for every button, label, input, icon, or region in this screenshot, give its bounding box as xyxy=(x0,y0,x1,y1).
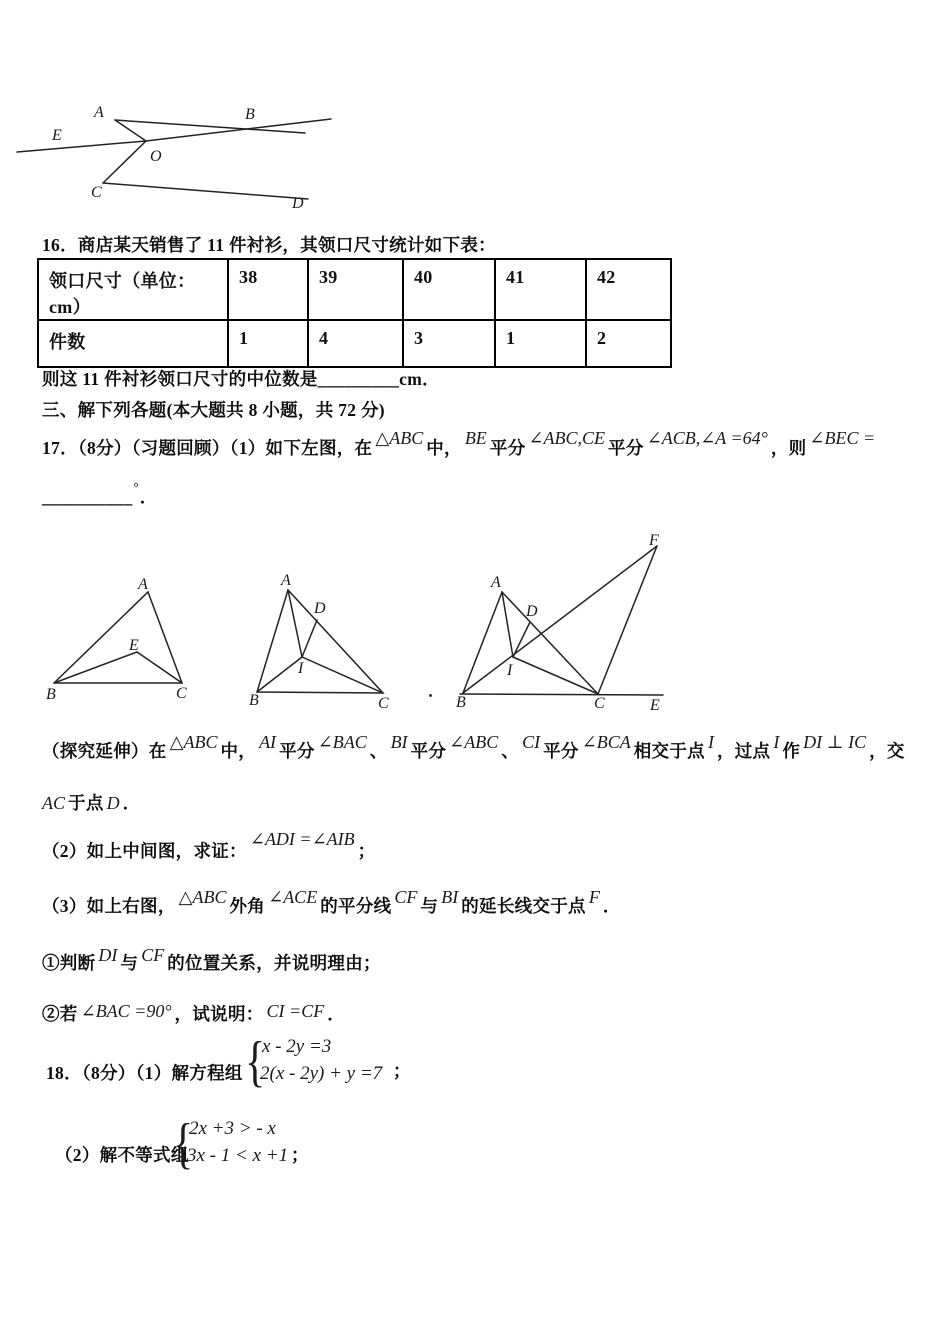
math-segment: ∠ABC,CE xyxy=(528,428,606,448)
cn-segment: 17．（8分）（习题回顾）（1）如下左图，在 xyxy=(42,438,373,458)
cn-segment: ②若 xyxy=(42,1004,78,1024)
cn-segment: 与 xyxy=(420,896,439,916)
cn-segment: （3）如上右图， xyxy=(42,896,176,916)
q17-explore-line2 xyxy=(42,792,140,816)
cn-segment: ． xyxy=(602,896,621,916)
inequality: 2x +3 > - x xyxy=(189,1118,276,1139)
cn-segment: ，则 xyxy=(770,438,807,458)
math-segment: DI ⊥ IC xyxy=(803,732,867,752)
system-brace: { xyxy=(173,1113,194,1175)
table-cell: 38 xyxy=(228,259,308,320)
cn-segment: 外角 xyxy=(229,896,266,916)
cn-segment: ，过点 xyxy=(716,741,771,761)
vertex-label-C: C xyxy=(378,695,389,712)
cn-segment: ①判断 xyxy=(42,953,96,973)
vertex-label-D: D xyxy=(292,195,304,212)
vertex-label-C: C xyxy=(594,695,605,712)
math-segment: △ABC xyxy=(375,428,424,448)
cn-segment: 、 xyxy=(501,741,520,761)
table-cell: 42 xyxy=(586,259,671,320)
table-cell: 41 xyxy=(495,259,586,320)
cn-segment: ，试说明： xyxy=(174,1004,264,1024)
math-segment: ∠BAC =90° xyxy=(80,1001,172,1021)
table-cell: 40 xyxy=(403,259,495,320)
inequality: 3x - 1 < x +1 xyxy=(187,1145,289,1166)
q16-median-line xyxy=(42,368,440,392)
q17-figure-left xyxy=(30,568,200,716)
math-segment: ∠ABC xyxy=(449,732,499,752)
cn-segment: 作 xyxy=(782,741,801,761)
cn-segment: 、 xyxy=(369,741,388,761)
math-segment: DI xyxy=(98,945,118,965)
math-segment: BE xyxy=(464,428,487,448)
section3-heading xyxy=(42,399,385,423)
cn-segment: 中， xyxy=(220,741,257,761)
math-segment: △ABC xyxy=(169,732,218,752)
math-segment: CI xyxy=(522,732,541,752)
q18-part1-line xyxy=(46,1031,566,1098)
vertex-label-D: D xyxy=(526,603,538,620)
vertex-label-I: I xyxy=(298,660,304,677)
math-segment: △ABC xyxy=(178,887,227,907)
q16-prompt xyxy=(42,234,496,258)
blank-underline: __________ xyxy=(42,487,133,507)
table-cell: 39 xyxy=(308,259,403,320)
q17-part2-line xyxy=(42,829,376,864)
math-segment: D xyxy=(106,793,120,813)
cn-segment: 平分 xyxy=(608,438,644,458)
cn-segment: ． xyxy=(327,1004,346,1024)
q17-sub2-line xyxy=(42,1003,345,1027)
q17-answer-blank xyxy=(42,479,158,510)
cn-segment: ； xyxy=(393,1061,411,1081)
vertex-label-O: O xyxy=(150,148,162,165)
vertex-label-A: A xyxy=(281,572,291,589)
q17-figure-right xyxy=(450,528,678,720)
figure-lines xyxy=(54,592,182,683)
vertex-label-C: C xyxy=(176,685,187,702)
math-segment: CF xyxy=(141,945,165,965)
cn-segment: （2）如上中间图，求证： xyxy=(42,841,247,861)
equation: 2(x - 2y) + y =7 xyxy=(260,1063,383,1084)
math-segment: ∠ACB,∠A =64° xyxy=(646,428,768,448)
cn-segment: ； xyxy=(291,1145,309,1165)
table-row xyxy=(38,320,671,367)
table-cell: 4 xyxy=(308,320,403,367)
cn-segment: ． xyxy=(122,793,141,813)
vertex-label-A: A xyxy=(94,104,104,121)
table-cell: 3 xyxy=(403,320,495,367)
math-segment: AC xyxy=(42,793,66,813)
cn-segment: 相交于点 xyxy=(633,741,705,761)
vertex-label-E: E xyxy=(52,127,62,144)
vertex-label-E: E xyxy=(129,637,139,654)
vertex-label-D: D xyxy=(314,600,326,617)
table-cell: 2 xyxy=(586,320,671,367)
cn-segment: 的平分线 xyxy=(320,896,392,916)
vertex-label-B: B xyxy=(249,692,259,709)
cn-segment: 平分 xyxy=(489,438,526,458)
vertex-label-B: B xyxy=(245,106,255,123)
vertex-label-I: I xyxy=(507,662,513,679)
math-segment: ∠BEC = xyxy=(809,428,876,448)
cn-segment: 16．商店某天销售了 11 件衬衫，其领口尺寸统计如下表： xyxy=(42,235,496,255)
cn-segment: 与 xyxy=(120,953,139,973)
vertex-label-C: C xyxy=(91,184,102,201)
cn-segment: ； xyxy=(357,841,376,861)
math-segment: ∠BAC xyxy=(317,732,367,752)
cn-segment: ． xyxy=(139,487,158,507)
system-brace: { xyxy=(245,1031,266,1093)
figure-lines xyxy=(460,546,663,695)
cn-segment: 平分 xyxy=(410,741,447,761)
vertex-label-A: A xyxy=(138,576,148,593)
q15-figure xyxy=(10,96,340,218)
math-segment: I xyxy=(773,732,780,752)
degree-mark: ° xyxy=(133,479,139,494)
table-cell: 领口尺寸（单位：cm） xyxy=(38,259,228,320)
cn-segment: 于点 xyxy=(68,793,104,813)
math-segment: CI =CF xyxy=(266,1001,325,1021)
q18-part2-line xyxy=(55,1113,475,1180)
cn-segment: 18．（8分）（1）解方程组 xyxy=(46,1063,243,1083)
cn-segment: （2）解不等式组 xyxy=(55,1145,189,1165)
vertex-label-F: F xyxy=(649,532,659,549)
vertex-label-A: A xyxy=(491,574,501,591)
figure-lines xyxy=(17,119,331,199)
math-segment: CF xyxy=(394,887,418,907)
scan-speck xyxy=(429,694,432,697)
vertex-label-E: E xyxy=(650,697,660,714)
cn-segment: 的位置关系，并说明理由； xyxy=(167,953,381,973)
cn-segment: 平分 xyxy=(279,741,315,761)
table-cell: 1 xyxy=(228,320,308,367)
math-segment: ∠BCA xyxy=(581,732,631,752)
table-cell: 1 xyxy=(495,320,586,367)
q16-table xyxy=(37,258,672,368)
math-segment: ∠ACE xyxy=(268,887,318,907)
cn-segment: 的延长线交于点 xyxy=(461,896,586,916)
math-segment: ∠ADI =∠AIB xyxy=(249,829,355,849)
cn-segment: 三、解下列各题(本大题共 8 小题，共 72 分) xyxy=(42,400,385,420)
cn-segment: ，交 xyxy=(869,741,905,761)
table-row xyxy=(38,259,671,320)
math-segment: AI xyxy=(259,732,277,752)
cn-segment: 则这 11 件衬衫领口尺寸的中位数是_________cm． xyxy=(42,369,440,389)
q17-explore-line xyxy=(42,732,905,764)
table-cell: 件数 xyxy=(38,320,228,367)
q17-sub1-line xyxy=(42,945,381,976)
cn-segment: 平分 xyxy=(543,741,579,761)
math-segment: F xyxy=(588,887,600,907)
cn-segment: （探究延伸）在 xyxy=(42,741,167,761)
math-segment: I xyxy=(707,732,714,752)
q17-part3-line xyxy=(42,887,621,919)
cn-segment: 中， xyxy=(426,438,462,458)
q17-figure-middle xyxy=(225,563,400,716)
equation: x - 2y =3 xyxy=(262,1036,332,1057)
math-segment: BI xyxy=(390,732,408,752)
vertex-label-B: B xyxy=(46,686,56,703)
math-segment: BI xyxy=(441,887,459,907)
q17-intro-line xyxy=(42,428,878,461)
vertex-label-B: B xyxy=(456,694,466,711)
